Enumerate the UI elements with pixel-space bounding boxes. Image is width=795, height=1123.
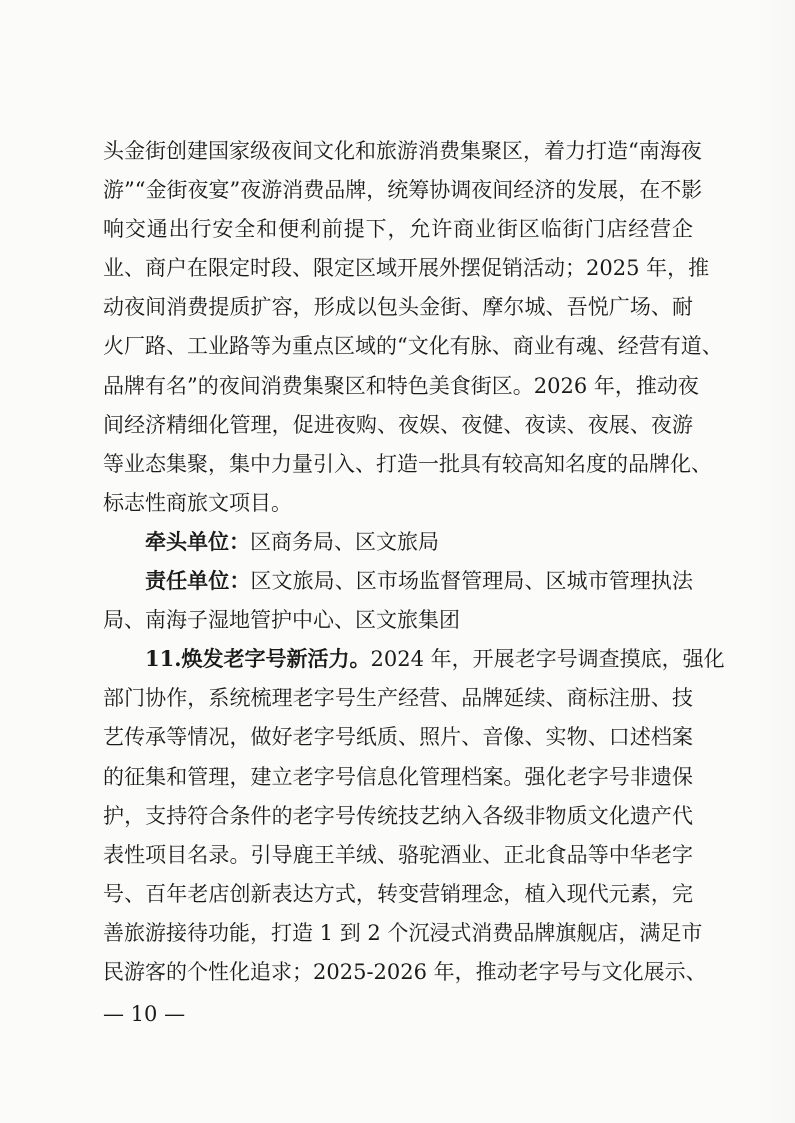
- paragraph-line: 动夜间消费提质扩容，形成以包头金街、摩尔城、吾悦广场、耐: [103, 295, 693, 319]
- paragraph-line: 间经济精细化管理，促进夜购、夜娱、夜健、夜读、夜展、夜游: [103, 413, 693, 437]
- responsible-unit-value: 区文旅局、区市场监督管理局、区城市管理执法: [250, 569, 694, 593]
- responsible-unit-label: 责任单位：: [145, 568, 251, 593]
- paragraph-line: 护，支持符合条件的老字号传统技艺纳入各级非物质文化遗产代: [103, 804, 693, 828]
- paragraph-line: 艺传承等情况，做好老字号纸质、照片、音像、实物、口述档案: [103, 725, 693, 749]
- paragraph-line: 的征集和管理，建立老字号信息化管理档案。强化老字号非遗保: [103, 765, 693, 789]
- item-11-text: 2024 年，开展老字号调查摸底，强化: [370, 647, 725, 671]
- paragraph-line: 游”“金街夜宴”夜游消费品牌，统筹协调夜间经济的发展，在不影: [103, 178, 703, 202]
- paragraph-line: 业、商户在限定时段、限定区域开展外摆促销活动；2025 年，推: [103, 256, 710, 280]
- paragraph-line: 表性项目名录。引导鹿王羊绒、骆驼酒业、正北食品等中华老字: [103, 843, 693, 867]
- item-11-title: 11.焕发老字号新活力。: [145, 646, 371, 671]
- paragraph-line: 响交通出行安全和便利前提下，允许商业街区临街门店经营企: [103, 217, 693, 241]
- paragraph-line: 头金街创建国家级夜间文化和旅游消费集聚区，着力打造“南海夜: [103, 139, 702, 163]
- lead-unit-line: [145, 528, 693, 556]
- responsible-unit-line-continued: 局、南海子湿地管护中心、区文旅集团: [103, 608, 460, 632]
- scan-edge-shading: [755, 0, 795, 1123]
- paragraph-line: 号、百年老店创新表达方式，转变营销理念，植入现代元素，完: [103, 882, 693, 906]
- responsible-unit-line: [145, 567, 693, 595]
- paragraph-line: 等业态集聚，集中力量引入、打造一批具有较高知名度的品牌化、: [103, 452, 712, 476]
- lead-unit-value: 区商务局、区文旅局: [250, 530, 439, 554]
- paragraph-line: 火厂路、工业路等为重点区域的“文化有脉、商业有魂、经营有道、: [103, 334, 723, 358]
- paragraph-line: 标志性商旅文项目。: [103, 491, 292, 515]
- lead-unit-label: 牵头单位：: [145, 529, 250, 554]
- paragraph-line: 部门协作，系统梳理老字号生产经营、品牌延续、商标注册、技: [103, 686, 693, 710]
- item-11-heading-line: [145, 645, 725, 673]
- page-number: — 10 —: [103, 1002, 186, 1026]
- paragraph-line: 民游客的个性化追求；2025-2026 年，推动老字号与文化展示、: [103, 960, 707, 984]
- paragraph-line: 品牌有名”的夜间消费集聚区和特色美食街区。2026 年，推动夜: [103, 374, 699, 398]
- paragraph-line: 善旅游接待功能，打造 1 到 2 个沉浸式消费品牌旗舰店，满足市: [103, 921, 703, 945]
